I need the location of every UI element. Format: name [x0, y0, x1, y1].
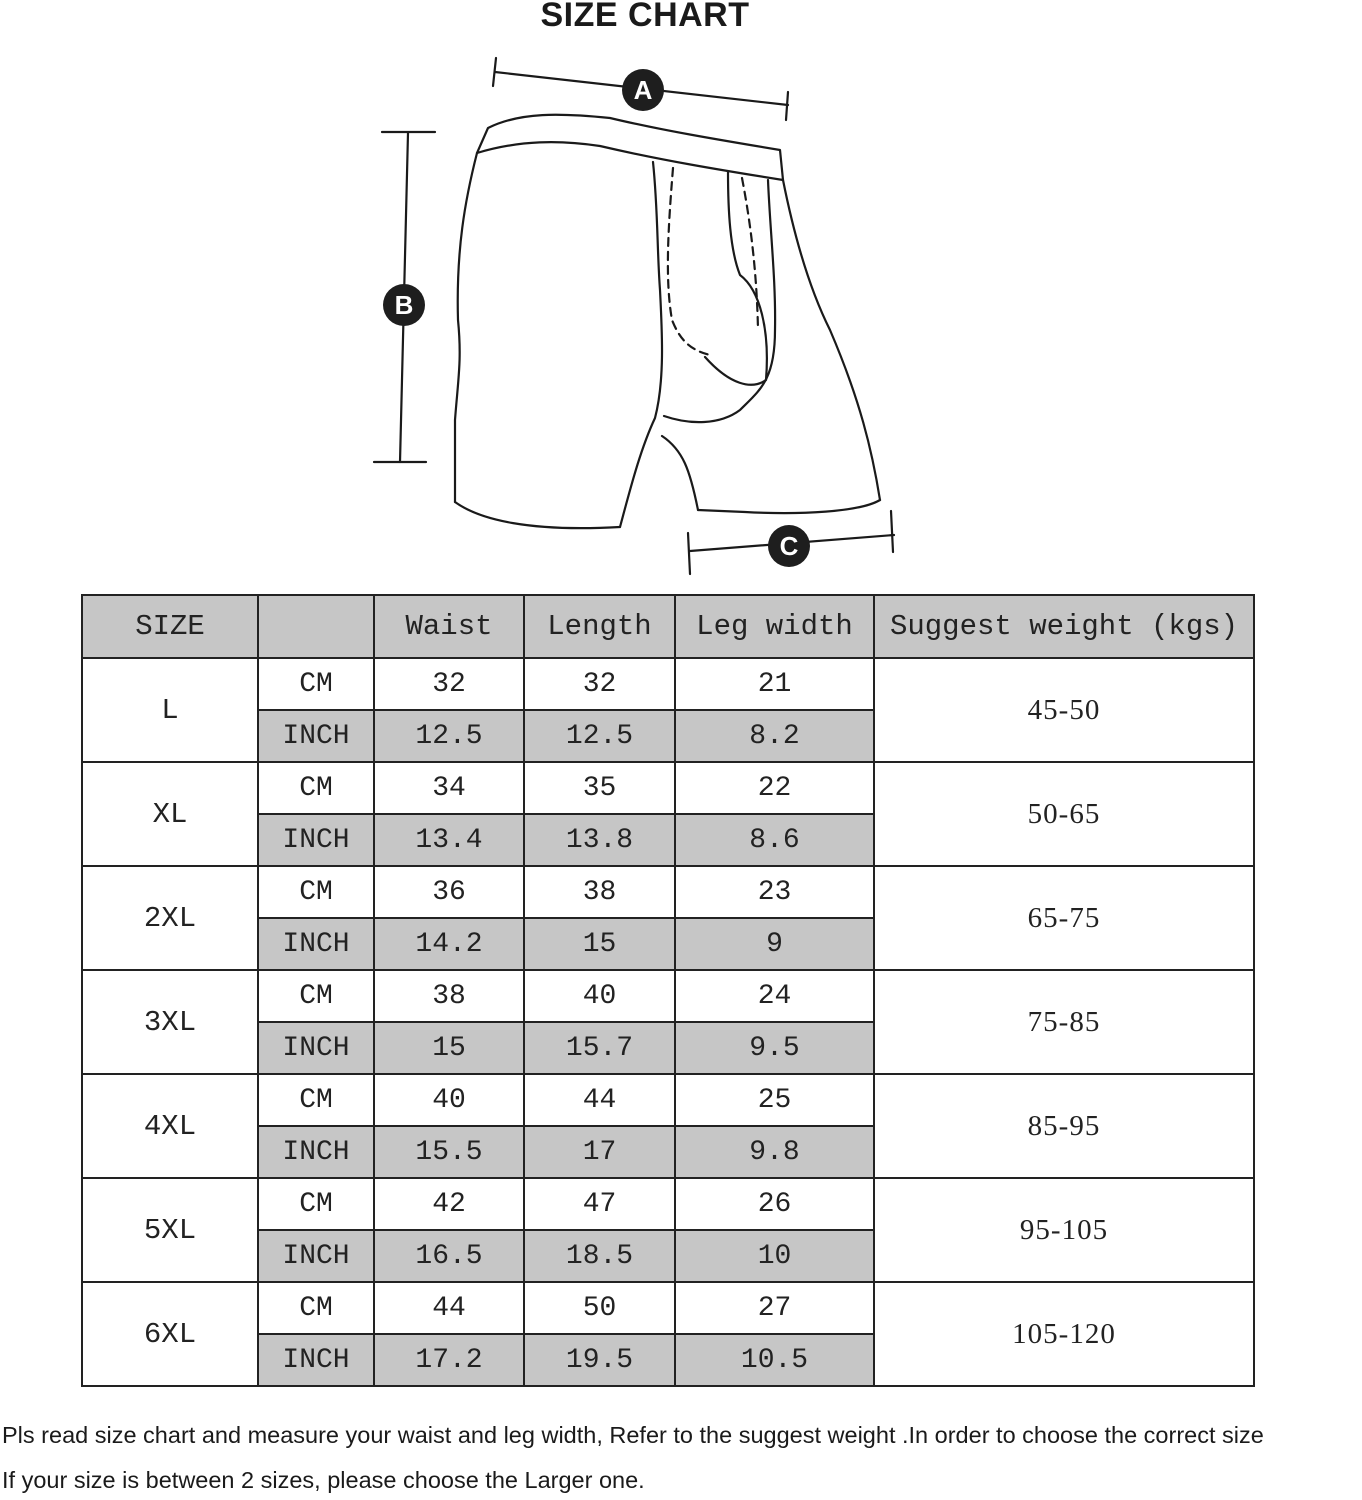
waist-inch: 17.2	[374, 1334, 524, 1386]
badge-b-icon	[383, 284, 425, 326]
suggest-weight: 75-85	[874, 970, 1254, 1074]
leg-width-inch: 8.6	[675, 814, 874, 866]
suggest-weight: 105-120	[874, 1282, 1254, 1386]
size-label: 2XL	[82, 866, 258, 970]
size-label: 3XL	[82, 970, 258, 1074]
size-label: 5XL	[82, 1178, 258, 1282]
waist-inch: 13.4	[374, 814, 524, 866]
length-inch: 15.7	[524, 1022, 675, 1074]
size-label: 6XL	[82, 1282, 258, 1386]
length-cm: 50	[524, 1282, 675, 1334]
waist-inch: 15	[374, 1022, 524, 1074]
size-label: L	[82, 658, 258, 762]
length-cm: 35	[524, 762, 675, 814]
waist-inch: 15.5	[374, 1126, 524, 1178]
suggest-weight: 45-50	[874, 658, 1254, 762]
unit-inch: INCH	[258, 1334, 374, 1386]
leg-width-inch: 9	[675, 918, 874, 970]
suggest-weight: 50-65	[874, 762, 1254, 866]
length-inch: 13.8	[524, 814, 675, 866]
badge-c-icon	[768, 525, 810, 567]
leg-width-cm: 25	[675, 1074, 874, 1126]
leg-width-inch: 9.8	[675, 1126, 874, 1178]
badge-a-icon	[622, 69, 664, 111]
leg-width-cm: 27	[675, 1282, 874, 1334]
svg-text:B: B	[394, 290, 414, 320]
unit-inch: INCH	[258, 1022, 374, 1074]
header-suggest-weight: Suggest weight (kgs)	[874, 595, 1254, 658]
unit-cm: CM	[258, 970, 374, 1022]
unit-cm: CM	[258, 762, 374, 814]
length-cm: 32	[524, 658, 675, 710]
unit-inch: INCH	[258, 918, 374, 970]
leg-width-cm: 23	[675, 866, 874, 918]
waist-cm: 32	[374, 658, 524, 710]
header-waist: Waist	[374, 595, 524, 658]
header-size: SIZE	[82, 595, 258, 658]
header-unit	[258, 595, 374, 658]
table-row	[82, 1282, 1254, 1334]
waist-inch: 16.5	[374, 1230, 524, 1282]
length-inch: 12.5	[524, 710, 675, 762]
leg-width-cm: 24	[675, 970, 874, 1022]
unit-inch: INCH	[258, 814, 374, 866]
measure-instruction-note: Pls read size chart and measure your waist and leg width, Refer to the suggest weight .In order to choose the correct size	[2, 1422, 1264, 1448]
unit-cm: CM	[258, 658, 374, 710]
waist-cm: 44	[374, 1282, 524, 1334]
table-row	[82, 866, 1254, 918]
waist-cm: 42	[374, 1178, 524, 1230]
waist-inch: 12.5	[374, 710, 524, 762]
suggest-weight: 65-75	[874, 866, 1254, 970]
shorts-diagram	[360, 50, 920, 590]
unit-cm: CM	[258, 1282, 374, 1334]
leg-width-cm: 21	[675, 658, 874, 710]
unit-inch: INCH	[258, 1126, 374, 1178]
suggest-weight: 85-95	[874, 1074, 1254, 1178]
waist-cm: 40	[374, 1074, 524, 1126]
table-row	[82, 1074, 1254, 1126]
leg-width-inch: 10.5	[675, 1334, 874, 1386]
table-header-row	[82, 595, 1254, 658]
leg-width-cm: 22	[675, 762, 874, 814]
length-inch: 18.5	[524, 1230, 675, 1282]
size-label: XL	[82, 762, 258, 866]
table-row	[82, 658, 1254, 710]
header-length: Length	[524, 595, 675, 658]
unit-cm: CM	[258, 866, 374, 918]
svg-text:C: C	[779, 531, 799, 561]
leg-width-inch: 9.5	[675, 1022, 874, 1074]
leg-width-cm: 26	[675, 1178, 874, 1230]
table-row	[82, 762, 1254, 814]
waist-cm: 36	[374, 866, 524, 918]
leg-width-inch: 10	[675, 1230, 874, 1282]
length-cm: 44	[524, 1074, 675, 1126]
unit-cm: CM	[258, 1178, 374, 1230]
waist-cm: 34	[374, 762, 524, 814]
svg-text:A: A	[633, 75, 653, 105]
length-cm: 40	[524, 970, 675, 1022]
table-row	[82, 970, 1254, 1022]
table-row	[82, 1178, 1254, 1230]
length-inch: 19.5	[524, 1334, 675, 1386]
length-inch: 15	[524, 918, 675, 970]
header-leg-width: Leg width	[675, 595, 874, 658]
length-inch: 17	[524, 1126, 675, 1178]
leg-width-inch: 8.2	[675, 710, 874, 762]
size-table	[81, 594, 1255, 1387]
waist-cm: 38	[374, 970, 524, 1022]
size-label: 4XL	[82, 1074, 258, 1178]
length-cm: 38	[524, 866, 675, 918]
unit-cm: CM	[258, 1074, 374, 1126]
unit-inch: INCH	[258, 1230, 374, 1282]
length-cm: 47	[524, 1178, 675, 1230]
suggest-weight: 95-105	[874, 1178, 1254, 1282]
unit-inch: INCH	[258, 710, 374, 762]
size-between-note: If your size is between 2 sizes, please choose the Larger one.	[2, 1467, 645, 1493]
waist-inch: 14.2	[374, 918, 524, 970]
chart-title: SIZE CHART	[540, 0, 750, 34]
